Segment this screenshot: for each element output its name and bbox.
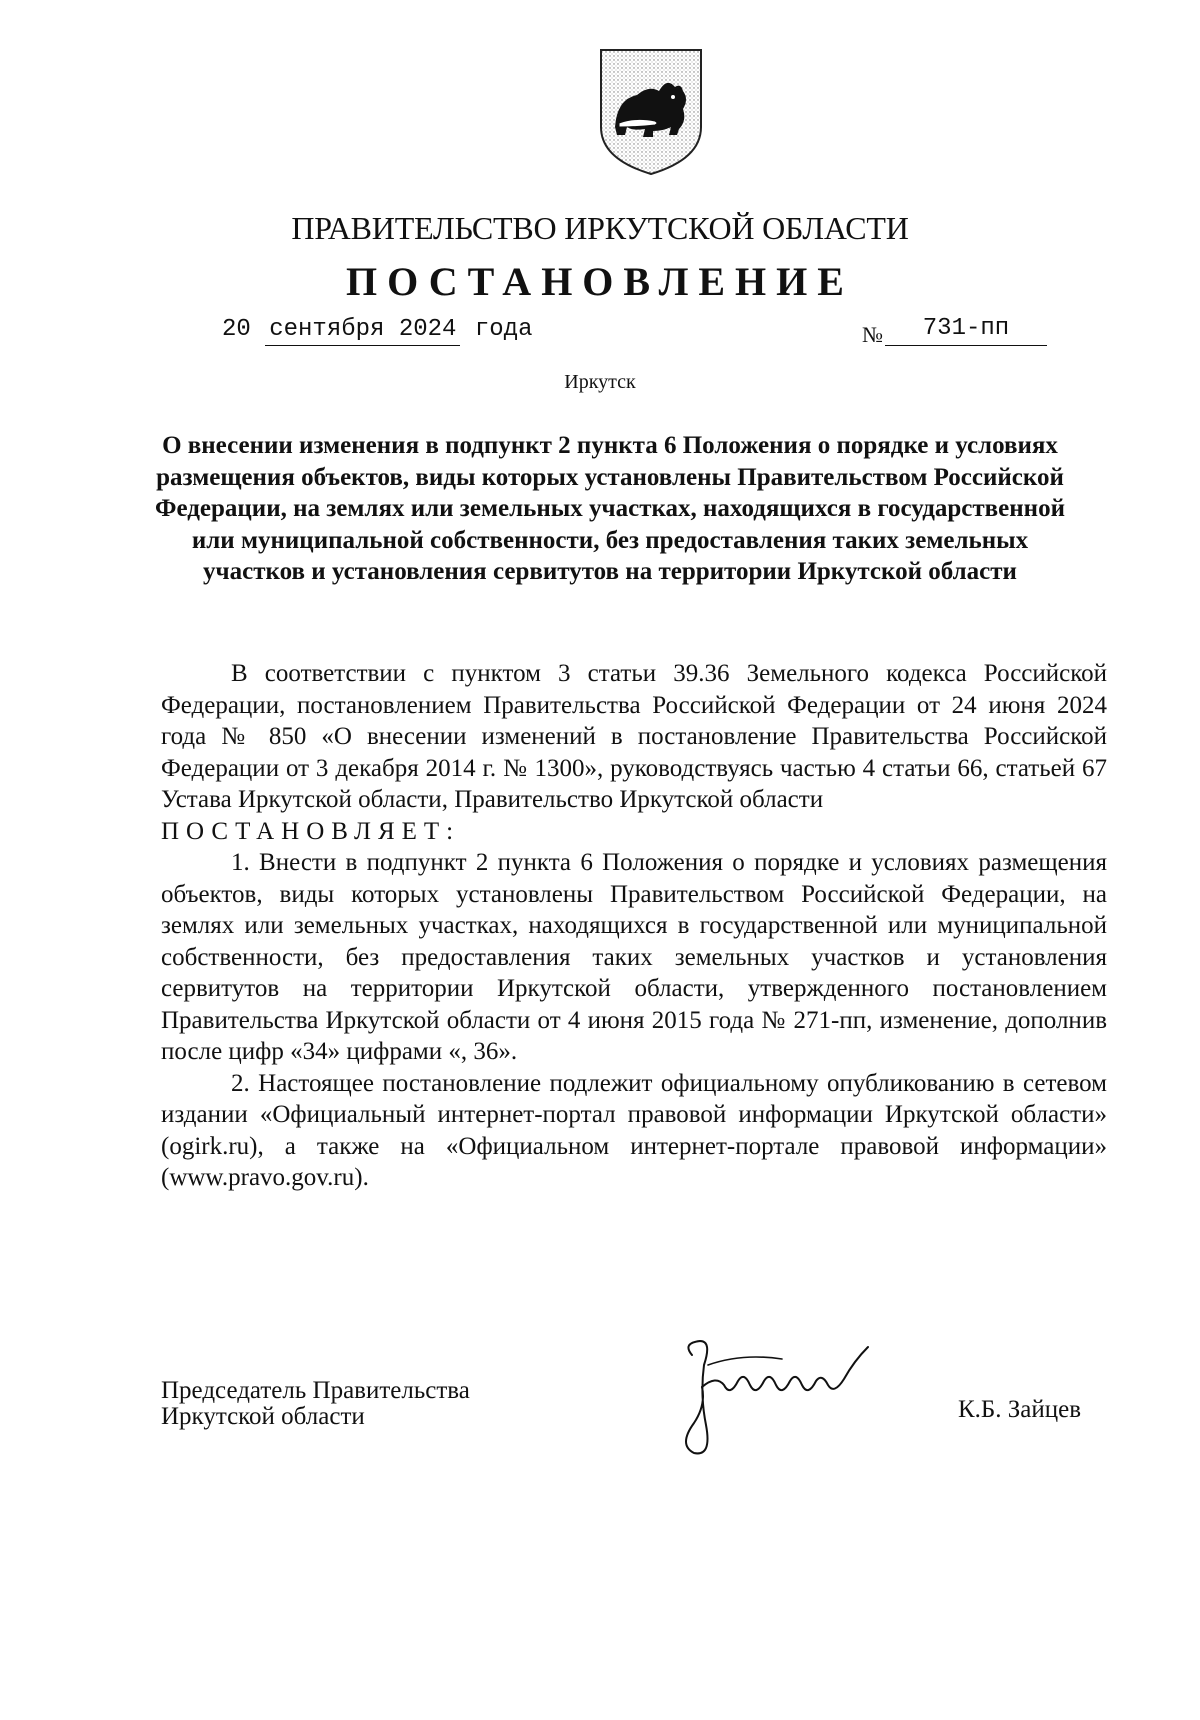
- government-name: ПРАВИТЕЛЬСТВО ИРКУТСКОЙ ОБЛАСТИ: [291, 210, 909, 246]
- signatory-position: [161, 1378, 470, 1430]
- date-month-year: сентября 2024: [265, 315, 460, 346]
- date-day: 20: [222, 316, 251, 343]
- city-name: Иркутск: [564, 371, 636, 393]
- handwritten-signature: [672, 1335, 922, 1465]
- decree-word: ПОСТАНОВЛЯЕТ:: [161, 817, 461, 845]
- coat-of-arms-emblem: [597, 47, 705, 177]
- document-number: 731-пп: [885, 313, 1047, 346]
- item-2-paragraph: 2. Настоящее постановление подлежит официальному опубликованию в сетевом издании «Официальный интернет-портал правовой информации Иркутской области» (ogirk.ru), а также на «Официальном интернет-портале правовой информации» (www.pravo.gov.ru).: [161, 1069, 1107, 1191]
- signatory-name: К.Б. Зайцев: [958, 1396, 1082, 1423]
- document-type-heading: ПОСТАНОВЛЕНИЕ: [346, 259, 854, 304]
- number-sign: №: [862, 322, 883, 347]
- document-body: [161, 658, 1107, 1194]
- item-1-paragraph: 1. Внести в подпункт 2 пункта 6 Положения о порядке и условиях размещения объектов, виды которых установлены Правительством Российской Федерации, на землях или земельных участках, находящихся в государственной или муниципальной собственности, без предоставления таких земельных участков и установления сервитутов на территории Иркутской области, утвержденного постановлением Правительства Иркутской области от 4 июня 2015 года № 271-пп, изменение, дополнив после цифр «34» цифрами «, 36».: [161, 849, 1107, 1065]
- signatory-position-line-2: Иркутской области: [161, 1403, 365, 1430]
- document-title: О внесении изменения в подпункт 2 пункта 6 Положения о порядке и условиях размещения объектов, виды которых установлены Правительством Российской Федерации, на землях или земельных участках, находящихся в государственной или муниципальной собственности, без предоставления таких земельных участков и установления сервитутов на территории Иркутской области: [155, 432, 1065, 585]
- signatory-position-line-1: Председатель Правительства: [161, 1377, 470, 1404]
- preamble-paragraph: В соответствии с пунктом 3 статьи 39.36 Земельного кодекса Российской Федерации, постановлением Правительства Российской Федерации от 24 июня 2024 года № 850 «О внесении изменений в постановление Правительства Российской Федерации от 3 декабря 2014 г. № 1300», руководствуясь частью 4 статьи 66, статьей 67 Устава Иркутской области, Правительство Иркутской области: [161, 660, 1107, 813]
- date-suffix: года: [474, 316, 533, 343]
- document-date: [222, 315, 532, 346]
